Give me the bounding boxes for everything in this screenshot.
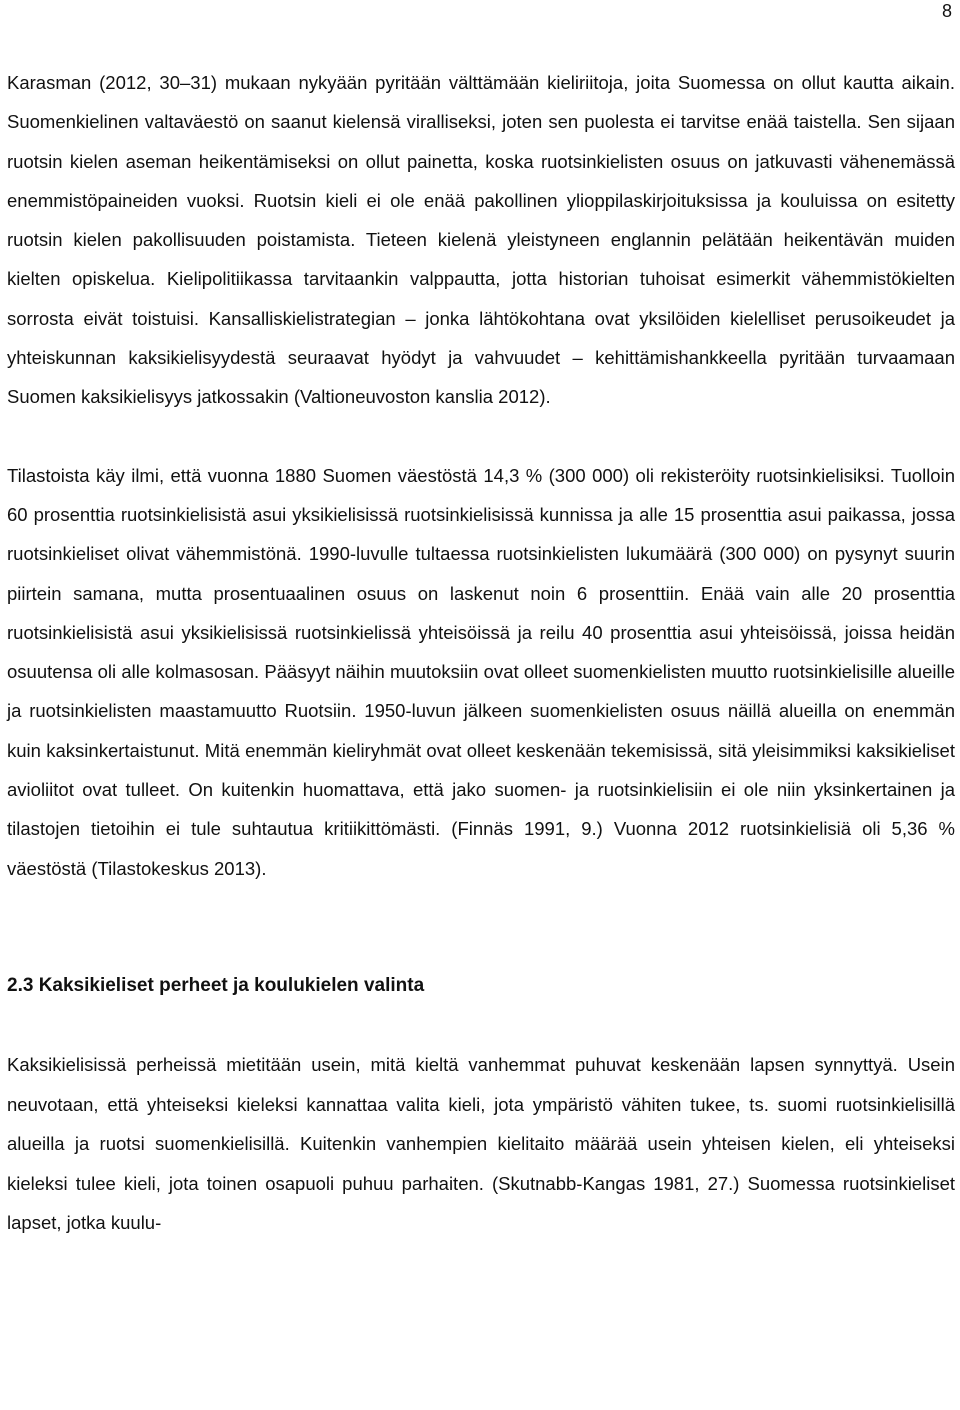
paragraph-kaksikieliset-perheet: Kaksikielisissä perheissä mietitään usein, mitä kieltä vanhemmat puhuvat keskenään lapsen synnyttyä. Usein neuvotaan, että yhteiseksi kieleksi kannattaa valita kieli, jota ympäristö vähiten tukee, ts. suomi ruotsinkielisillä alueilla ja ruotsi suomenkielisillä. Kuitenkin vanhempien kielitaito määrää usein yhteisen kielen, eli yhteiseksi kieleksi tulee kieli, jota toinen osapuoli puhuu parhaiten. (Skutnabb-Kangas 1981, 27.) Suomessa ruotsinkieliset lapset, jotka kuulu- [7,1053,955,1234]
document-body [7,63,955,1243]
paragraph-kielipolitiikka: Karasman (2012, 30–31) mukaan nykyään pyritään välttämään kieliriitoja, joita Suomessa on ollut kautta aikain. Suomenkielinen valtaväestö on saanut kielensä viralliseksi, joten sen puolesta ei tarvitse enää taistella. Sen sijaan ruotsin kielen aseman heikentämiseksi on ollut painetta, koska ruotsinkielisten osuus on jatkuvasti vähenemässä enemmistöpaineiden vuoksi. Ruotsin kieli ei ole enää pakollinen ylioppilaskirjoituksissa ja kouluissa on esitetty ruotsin kielen pakollisuuden poistamista. Tieteen kielenä yleistyneen englannin pelätään heikentävän muiden kielten opiskelua. Kielipolitiikassa tarvitaankin valppautta, jotta historian tuhoisat esimerkit vähemmistökielten sorrosta eivät toistuisi. Kansalliskielistrategian – jonka lähtökohtana ovat yksilöiden kielelliset perusoikeudet ja yhteiskunnan kaksikielisyydestä seuraavat hyödyt ja vahvuudet – kehittämishankkeella pyritään turvaamaan Suomen kaksikielisyys jatkossakin (Valtioneuvoston kanslia 2012). [7,72,955,408]
page-number: 8 [941,1,952,21]
section-heading: 2.3 Kaksikieliset perheet ja koulukielen valinta [7,974,425,996]
paragraph-tilastot: Tilastoista käy ilmi, että vuonna 1880 Suomen väestöstä 14,3 % (300 000) oli rekisteröity ruotsinkielisiksi. Tuolloin 60 prosenttia ruotsinkielisistä asui yksikielisissä ruotsinkielisissä kunnissa ja alle 15 prosenttia asui paikassa, jossa ruotsinkieliset olivat vähemmistönä. 1990-luvulle tultaessa ruotsinkielisten lukumäärä (300 000) on pysynyt suurin piirtein samana, mutta prosentuaalinen osuus on laskenut noin 6 prosenttiin. Enää vain alle 20 prosenttia ruotsinkielisistä asui yksikielisissä ruotsinkielissä yhteisöissä ja reilu 40 prosenttia asui yhteisöissä, joissa heidän osuutensa oli alle kolmasosan. Pääsyyt näihin muutoksiin ovat olleet suomenkielisten muutto ruotsinkielisille alueille ja ruotsinkielisten maastamuutto Ruotsiin. 1950-luvun jälkeen suomenkielisten osuus näillä alueilla on enemmän kuin kaksinkertaistunut. Mitä enemmän kieliryhmät ovat olleet keskenään tekemisissä, sitä yleisimmiksi kaksikieliset avioliitot ovat tulleet. On kuitenkin huomattava, että jako suomen- ja ruotsinkielisiin ei ole niin yksinkertainen ja tilastojen tietoihin ei tule suhtautua kritiikittömästi. (Finnäs 1991, 9.) Vuonna 2012 ruotsinkielisiä oli 5,36 % väestöstä (Tilastokeskus 2013). [7,464,955,879]
